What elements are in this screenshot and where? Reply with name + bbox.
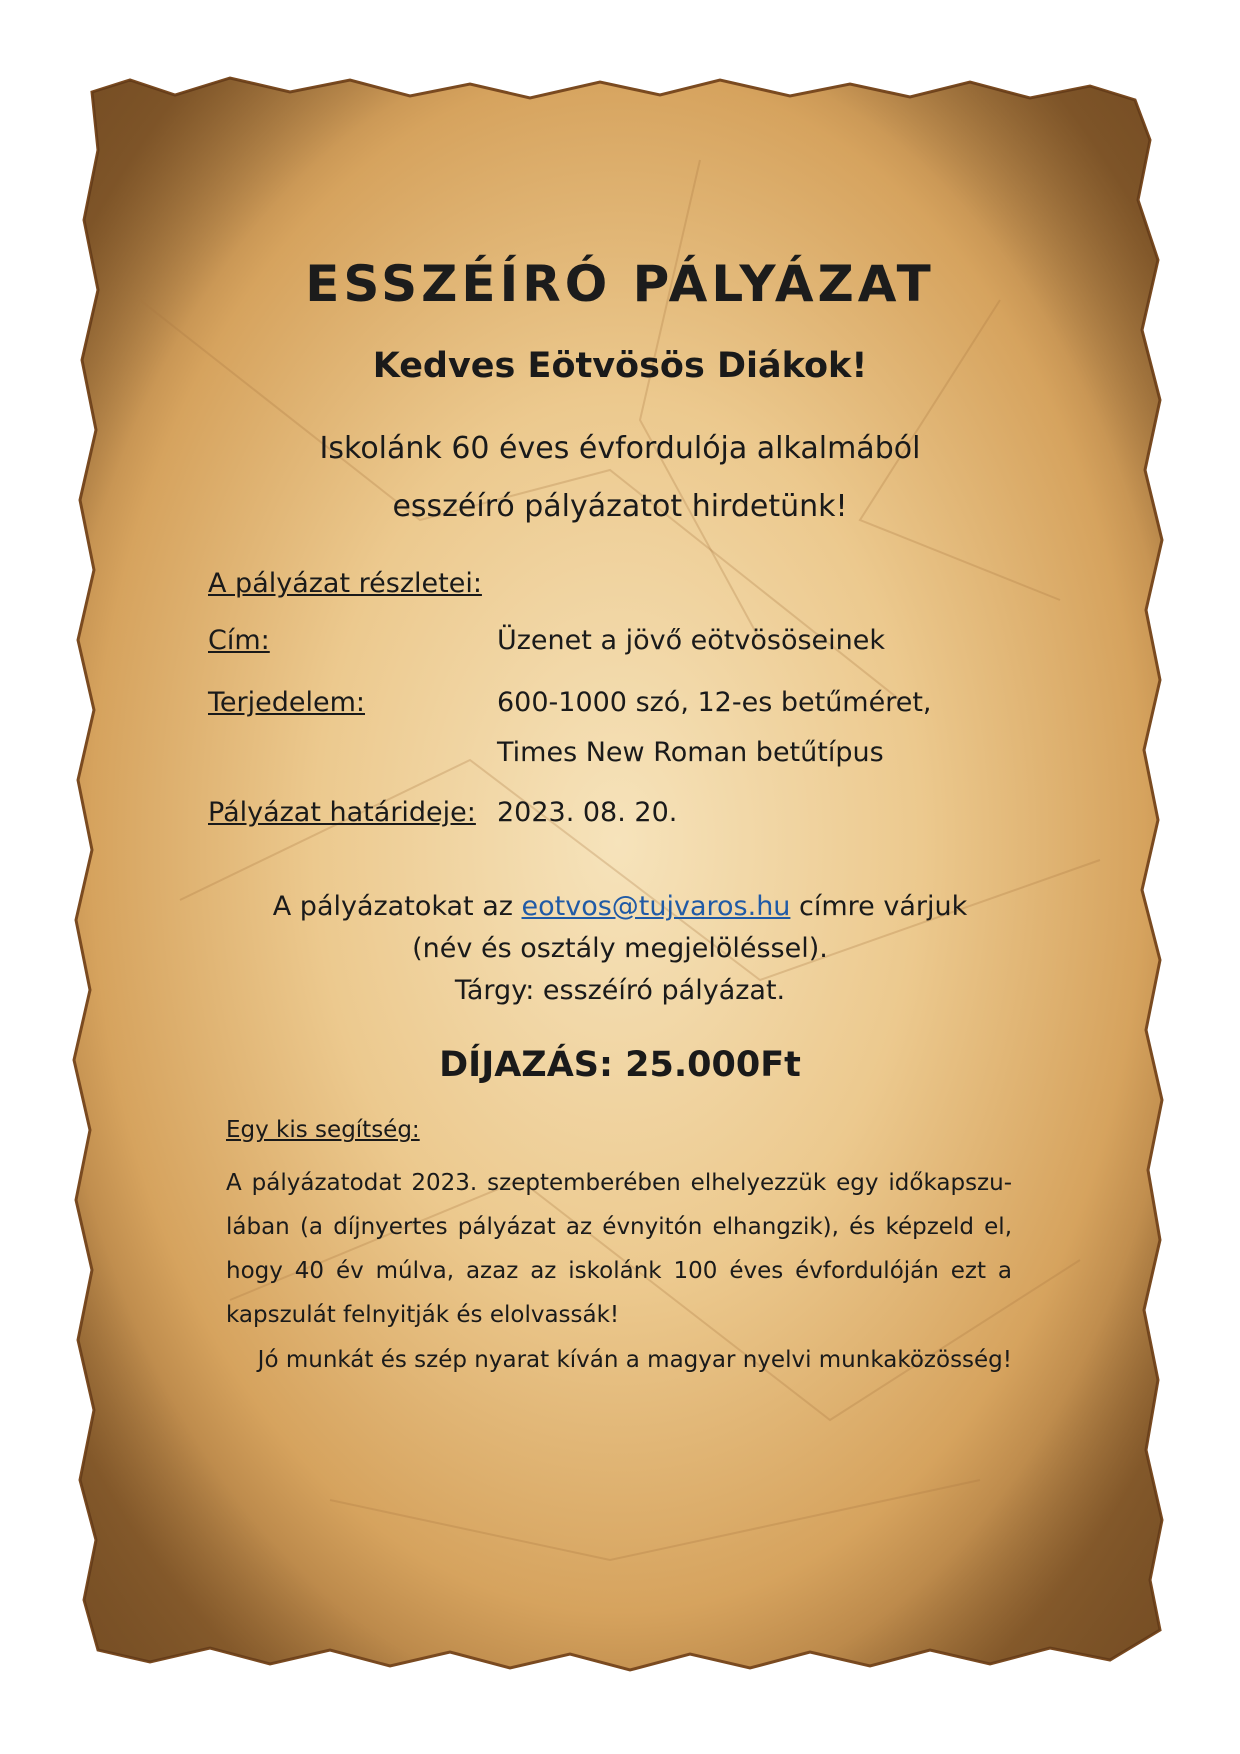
submission-info (0, 886, 1240, 1012)
poster-title: ESSZÉÍRÓ PÁLYÁZAT (305, 255, 935, 313)
help-paragraph: A pályázatodat 2023. szeptemberében elhelyezzük egy időkapszu-lában (a díjnyertes pályázat az évnyitón elhangzik), és képzeld el, hogy 40 év múlva, azaz az iskolánk 100 éves évfordulóján ezt a kapszulát felnyitják és elolvassák! (226, 1170, 1012, 1328)
help-heading: Egy kis segítség: (226, 1117, 420, 1143)
submission-line2: (név és osztály megjelöléssel). (412, 933, 828, 964)
detail-label-deadline: Pályázat határideje: (208, 797, 476, 828)
email-link[interactable]: eotvos@tujvaros.hu (521, 891, 791, 922)
details-heading: A pályázat részletei: (208, 568, 482, 599)
submission-line3: Tárgy: esszéíró pályázat. (454, 975, 786, 1006)
prize-heading: DÍJAZÁS: 25.000Ft (439, 1045, 801, 1085)
intro-line: Iskolánk 60 éves évfordulója alkalmából (319, 431, 921, 466)
detail-value-length-line2: Times New Roman betűtípus (497, 737, 884, 768)
intro-text (0, 420, 1240, 536)
closing-line: Jó munkát és szép nyarat kíván a magyar nyelvi munkaközösség! (257, 1347, 1012, 1373)
detail-value-deadline: 2023. 08. 20. (497, 797, 678, 828)
detail-label-length: Terjedelem: (208, 687, 365, 718)
detail-label-title: Cím: (208, 625, 270, 656)
detail-value-length-line1: 600-1000 szó, 12-es betűméret, (497, 687, 932, 718)
detail-value-title: Üzenet a jövő eötvösöseinek (497, 625, 886, 656)
greeting-heading: Kedves Eötvösös Diákok! (372, 346, 868, 386)
intro-line: esszéíró pályázatot hirdetünk! (392, 489, 848, 524)
submission-line1: A pályázatokat az eotvos@tujvaros.hu címre várjuk (272, 891, 968, 922)
